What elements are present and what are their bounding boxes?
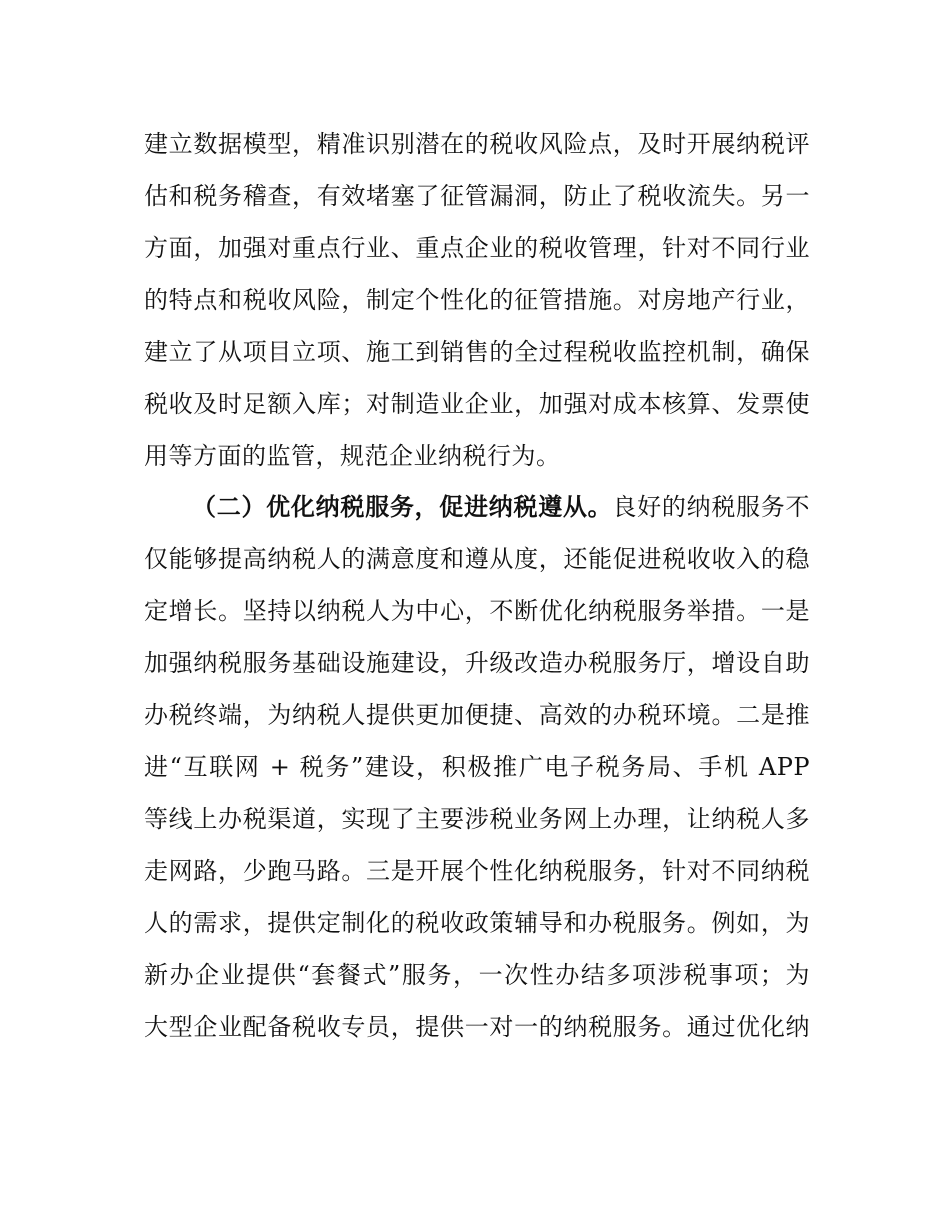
paragraph-1-line-7: 用等方面的监管，规范企业纳税行为。	[144, 442, 561, 470]
paragraph-2-line-6: 进“互联网 + 税务”建设，积极推广电子税务局、手机 APP	[144, 753, 810, 781]
section-heading: （二）优化纳税服务，促进纳税遵从。	[192, 493, 613, 521]
paragraph-1-line-2: 估和税务稽查，有效堵塞了征管漏洞，防止了税收流失。另一	[144, 182, 810, 210]
paragraph-2-line-1-text: 良好的纳税服务不	[612, 493, 811, 521]
paragraph-2-line-4: 加强纳税服务基础设施建设，升级改造办税服务厅，增设自助	[144, 649, 810, 677]
paragraph-1-line-4: 的特点和税收风险，制定个性化的征管措施。对房地产行业，	[144, 286, 810, 314]
paragraph-2-line-7: 等线上办税渠道，实现了主要涉税业务网上办理，让纳税人多	[144, 805, 810, 833]
paragraph-1-line-5: 建立了从项目立项、施工到销售的全过程税收监控机制，确保	[144, 338, 810, 366]
paragraph-2-line-3: 定增长。坚持以纳税人为中心，不断优化纳税服务举措。一是	[144, 597, 810, 625]
paragraph-1-line-1: 建立数据模型，精准识别潜在的税收风险点，及时开展纳税评	[144, 130, 810, 158]
paragraph-2-line-2: 仅能够提高纳税人的满意度和遵从度，还能促进税收收入的稳	[144, 545, 810, 573]
paragraph-2-line-10: 新办企业提供“套餐式”服务，一次性办结多项涉税事项；为	[144, 961, 810, 989]
paragraph-1-line-3: 方面，加强对重点行业、重点企业的税收管理，针对不同行业	[144, 234, 810, 262]
paragraph-1-line-6: 税收及时足额入库；对制造业企业，加强对成本核算、发票使	[144, 390, 810, 418]
paragraph-2-line-11: 大型企业配备税收专员，提供一对一的纳税服务。通过优化纳	[144, 1013, 810, 1041]
paragraph-2-line-9: 人的需求，提供定制化的税收政策辅导和办税服务。例如，为	[144, 909, 810, 937]
paragraph-2-line-5: 办税终端，为纳税人提供更加便捷、高效的办税环境。二是推	[144, 701, 810, 729]
paragraph-2-line-1	[192, 487, 810, 527]
paragraph-2-line-8: 走网路，少跑马路。三是开展个性化纳税服务，针对不同纳税	[144, 857, 810, 885]
